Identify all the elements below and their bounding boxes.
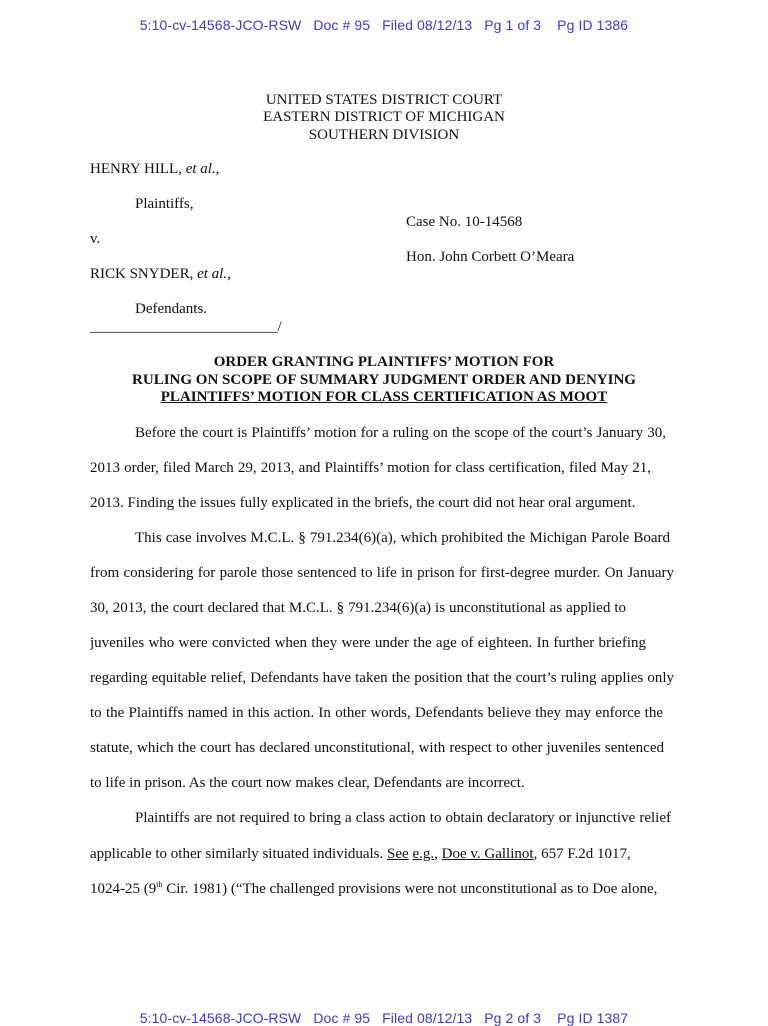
paragraph-2-line-3: 30, 2013, the court declared that M.C.L. § 791.234(6)(a) is unconstitutional as applied to <box>90 600 626 616</box>
caption-signature-line: _________________________/ <box>90 319 282 335</box>
plaintiff-etal: et al., <box>185 161 220 177</box>
defendants-label: Defendants. <box>135 301 208 317</box>
paragraph-2-line-5: regarding equitable relief, Defendants have taken the position that the court’s ruling applies only <box>90 670 674 686</box>
paragraph-2-line-1: This case involves M.C.L. § 791.234(6)(a), which prohibited the Michigan Parole Board <box>135 530 670 546</box>
order-title-line-3 <box>0 388 768 406</box>
defendant-party <box>90 265 231 283</box>
judge-name: Hon. John Corbett O’Meara <box>406 249 575 265</box>
plaintiff-name: HENRY HILL, <box>90 161 186 177</box>
paragraph-2-line-6: to the Plaintiffs named in this action. In other words, Defendants believe they may enforce the <box>90 705 663 721</box>
citation-eg: e.g. <box>412 846 435 862</box>
paragraph-3-line-1: Plaintiffs are not required to bring a class action to obtain declaratory or injunctive relief <box>135 810 671 826</box>
citation-reporter: , 657 F.2d 1017, <box>533 846 631 862</box>
paragraph-2-line-2: from considering for parole those sentenced to life in prison for first-degree murder. On January <box>90 565 674 581</box>
plaintiffs-label: Plaintiffs, <box>135 196 194 212</box>
paragraph-2-line-7: statute, which the court has declared unconstitutional, with respect to other juveniles sentenced <box>90 740 664 756</box>
order-title-line-3-text: PLAINTIFFS’ MOTION FOR CLASS CERTIFICATION AS MOOT <box>160 389 608 405</box>
filing-header-next-page: 5:10-cv-14568-JCO-RSW Doc # 95 Filed 08/12/13 Pg 2 of 3 Pg ID 1387 <box>139 1010 629 1026</box>
paragraph-2-line-8: to life in prison. As the court now makes clear, Defendants are incorrect. <box>90 775 525 791</box>
citation-comma: , <box>434 846 442 862</box>
order-title-line-2: RULING ON SCOPE OF SUMMARY JUDGMENT ORDER AND DENYING <box>132 372 636 388</box>
paragraph-3-line-3-text: Cir. 1981) (“The challenged provisions were not unconstitutional as to Doe alone, <box>162 881 658 897</box>
citation-pages: 1024-25 (9 <box>90 881 157 897</box>
paragraph-2-line-4: juveniles who were convicted when they were under the age of eighteen. In further briefing <box>90 635 646 651</box>
paragraph-3-line-3 <box>90 880 657 898</box>
court-division: SOUTHERN DIVISION <box>308 127 460 143</box>
paragraph-3-line-2-text: applicable to other similarly situated individuals. <box>90 846 388 862</box>
citation-case-name: Doe v. Gallinot <box>441 846 534 862</box>
citation-see: See <box>387 846 409 862</box>
defendant-etal: et al., <box>197 266 231 282</box>
court-name: UNITED STATES DISTRICT COURT <box>265 92 503 108</box>
paragraph-1-line-1: Before the court is Plaintiffs’ motion for a ruling on the scope of the court’s January 30, <box>135 425 666 441</box>
court-district: EASTERN DISTRICT OF MICHIGAN <box>263 109 505 125</box>
ordinal-superscript: th <box>156 880 163 889</box>
paragraph-1-line-2: 2013 order, filed March 29, 2013, and Plaintiffs’ motion for class certification, filed May 21, <box>90 460 651 476</box>
filing-header-top: 5:10-cv-14568-JCO-RSW Doc # 95 Filed 08/12/13 Pg 1 of 3 Pg ID 1386 <box>139 17 629 33</box>
paragraph-1-line-3: 2013. Finding the issues fully explicated in the briefs, the court did not hear oral argument. <box>90 495 636 511</box>
case-number: Case No. 10-14568 <box>406 214 523 230</box>
plaintiff-party <box>90 160 219 178</box>
order-title-line-1: ORDER GRANTING PLAINTIFFS’ MOTION FOR <box>213 354 555 370</box>
paragraph-3-line-2 <box>90 845 631 863</box>
defendant-name: RICK SNYDER, <box>90 266 198 282</box>
versus: v. <box>90 231 101 247</box>
